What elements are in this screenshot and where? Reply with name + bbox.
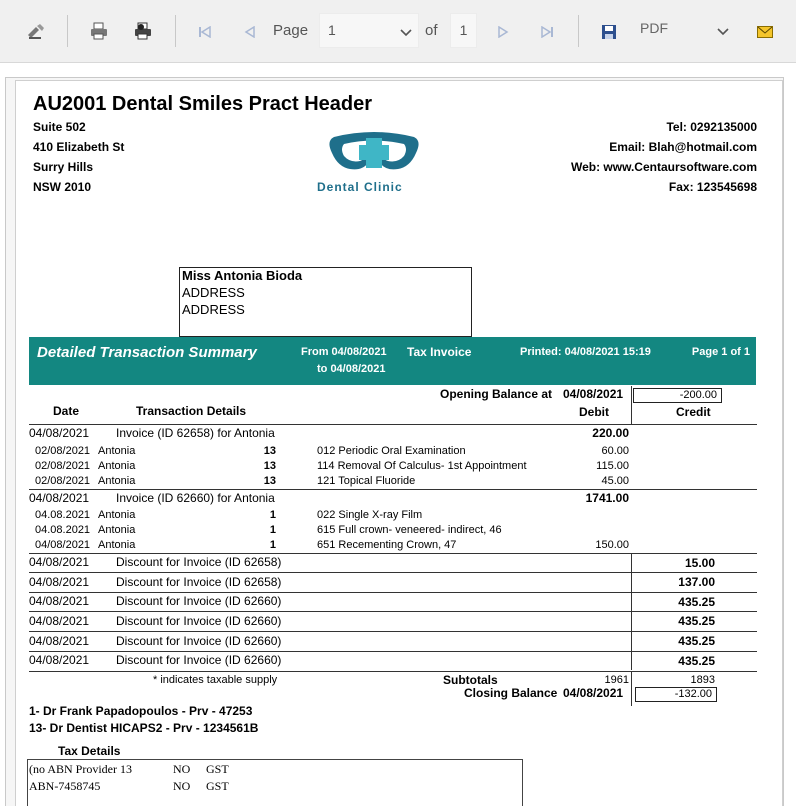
header-date: Date: [53, 404, 80, 418]
item-patient: Antonia: [98, 509, 136, 521]
discount-date: 04/08/2021: [29, 575, 90, 589]
recipient-address-2: ADDRESS: [182, 302, 245, 317]
row-divider: [29, 592, 757, 593]
date-from: From 04/08/2021: [301, 346, 387, 358]
date-to: to 04/08/2021: [317, 363, 386, 375]
toolbar-separator: [67, 15, 68, 47]
item-patient: Antonia: [98, 539, 136, 551]
item-description: 651 Recementing Crown, 47: [317, 539, 457, 551]
item-amount: 150.00: [595, 539, 629, 551]
practice-name: AU2001 Dental Smiles Pract Header: [33, 93, 373, 115]
print-setup-icon[interactable]: [131, 19, 155, 43]
row-divider: [29, 631, 757, 632]
address-line-4: NSW 2010: [33, 180, 92, 194]
practice-fax: Fax: 123545698: [668, 180, 757, 194]
row-divider: [29, 671, 757, 672]
discount-date: 04/08/2021: [29, 614, 90, 628]
discount-date: 04/08/2021: [29, 555, 90, 569]
discount-amount: 435.25: [678, 634, 715, 648]
dental-clinic-logo: [326, 131, 422, 173]
item-patient: Antonia: [98, 445, 136, 457]
tax-row-flag: NO: [173, 762, 191, 776]
discount-amount: 435.25: [678, 595, 715, 609]
printed-timestamp: Printed: 04/08/2021 15:19: [520, 346, 651, 358]
invoice-date: 04/08/2021: [29, 491, 90, 505]
item-description: 022 Single X-ray Film: [317, 509, 423, 521]
taxable-note: * indicates taxable supply: [153, 674, 278, 686]
tax-row-flag: NO: [173, 779, 191, 793]
opening-balance-label: Opening Balance at: [440, 387, 553, 401]
total-pages-value: 1: [450, 13, 477, 48]
header-credit: Credit: [676, 405, 711, 419]
header-debit: Debit: [579, 405, 609, 419]
discount-text: Discount for Invoice (ID 62658): [116, 555, 282, 569]
page-of-pages: Page 1 of 1: [691, 346, 750, 358]
report-title: Detailed Transaction Summary: [37, 344, 257, 361]
item-date: 02/08/2021: [35, 475, 91, 487]
recipient-address-1: ADDRESS: [182, 285, 245, 300]
provider-line-2: 13- Dr Dentist HICAPS2 - Prv - 1234561B: [29, 721, 259, 735]
row-divider: [29, 553, 757, 554]
discount-text: Discount for Invoice (ID 62660): [116, 634, 282, 648]
prev-page-icon[interactable]: [241, 23, 259, 41]
item-description: 615 Full crown- veneered- indirect, 46: [317, 524, 502, 536]
toolbar-separator: [175, 15, 176, 47]
tax-row-label: ABN-7458745: [29, 779, 101, 793]
credit-column-divider: [631, 671, 632, 706]
email-icon[interactable]: [755, 23, 775, 41]
invoice-title: Invoice (ID 62660) for Antonia: [116, 491, 275, 505]
print-icon[interactable]: [87, 19, 111, 43]
next-page-icon[interactable]: [494, 23, 512, 41]
discount-date: 04/08/2021: [29, 653, 90, 667]
item-description: 121 Topical Fluoride: [317, 475, 416, 487]
item-patient: Antonia: [98, 475, 136, 487]
address-line-2: 410 Elizabeth St: [33, 140, 125, 154]
item-amount: 115.00: [596, 460, 629, 472]
recipient-name: Miss Antonia Bioda: [182, 268, 303, 283]
item-amount: 60.00: [601, 445, 629, 457]
settings-icon[interactable]: [24, 21, 48, 43]
row-divider: [29, 572, 757, 573]
invoice-date: 04/08/2021: [29, 426, 90, 440]
item-date: 02/08/2021: [35, 445, 91, 457]
subtotal-credit: 1893: [690, 674, 715, 686]
chevron-down-icon: [400, 24, 412, 40]
page-number-value: 1: [328, 22, 336, 38]
row-divider: [29, 424, 757, 425]
report-page: [15, 80, 783, 806]
provider-line-1: 1- Dr Frank Papadopoulos - Prv - 47253: [29, 704, 253, 718]
discount-amount: 435.25: [678, 614, 715, 628]
opening-balance-date: 04/08/2021: [563, 387, 624, 401]
invoice-total: 220.00: [592, 426, 629, 440]
closing-balance-date: 04/08/2021: [563, 686, 624, 700]
report-toolbar: [0, 0, 796, 63]
row-divider: [29, 611, 757, 612]
item-provider: 13: [263, 475, 276, 487]
practice-email: Email: Blah@hotmail.com: [609, 140, 757, 154]
closing-balance-value: -132.00: [635, 687, 717, 702]
first-page-icon[interactable]: [196, 23, 214, 41]
discount-text: Discount for Invoice (ID 62660): [116, 653, 282, 667]
tax-row-type: GST: [206, 762, 229, 776]
item-provider: 1: [269, 509, 276, 521]
page-number-select[interactable]: [319, 13, 419, 48]
discount-text: Discount for Invoice (ID 62658): [116, 575, 282, 589]
closing-balance-label: Closing Balance: [464, 686, 558, 700]
item-date: 04/08/2021: [35, 539, 91, 551]
last-page-icon[interactable]: [538, 23, 556, 41]
report-banner: [29, 337, 756, 385]
item-date: 04.08.2021: [35, 524, 91, 536]
save-icon[interactable]: [599, 22, 619, 42]
discount-amount: 137.00: [678, 575, 715, 589]
practice-web: Web: www.Centaursoftware.com: [570, 160, 757, 174]
tax-row-type: GST: [206, 779, 229, 793]
header-details: Transaction Details: [136, 404, 247, 418]
opening-balance-value: -200.00: [633, 388, 722, 403]
item-date: 02/08/2021: [35, 460, 91, 472]
invoice-total: 1741.00: [585, 491, 629, 505]
chevron-down-icon: [717, 23, 729, 39]
of-label: of: [425, 22, 438, 39]
subtotal-debit: 1961: [604, 674, 629, 686]
item-patient: Antonia: [98, 460, 136, 472]
item-patient: Antonia: [98, 524, 136, 536]
tax-row-label: (no ABN Provider 13: [29, 762, 132, 776]
address-line-1: Suite 502: [33, 120, 86, 134]
address-line-3: Surry Hills: [33, 160, 94, 174]
tax-details-title: Tax Details: [58, 744, 121, 758]
row-divider: [29, 489, 757, 490]
invoice-title: Invoice (ID 62658) for Antonia: [116, 426, 275, 440]
page-label: Page: [273, 22, 309, 39]
document-type: Tax Invoice: [407, 345, 472, 359]
item-description: 012 Periodic Oral Examination: [317, 445, 466, 457]
credit-column-divider: [631, 386, 632, 424]
logo-text: Dental Clinic: [317, 180, 403, 194]
discount-text: Discount for Invoice (ID 62660): [116, 614, 282, 628]
item-provider: 13: [263, 445, 276, 457]
export-format-select[interactable]: [631, 13, 739, 48]
item-amount: 45.00: [601, 475, 629, 487]
toolbar-separator: [578, 15, 579, 47]
discount-amount: 15.00: [684, 556, 715, 570]
discount-date: 04/08/2021: [29, 634, 90, 648]
item-date: 04.08.2021: [35, 509, 91, 521]
practice-phone: Tel: 0292135000: [666, 120, 757, 134]
export-format-value: PDF: [640, 20, 668, 36]
item-provider: 1: [269, 539, 276, 551]
discount-amount: 435.25: [678, 654, 715, 668]
discount-date: 04/08/2021: [29, 594, 90, 608]
subtotals-label: Subtotals: [443, 673, 498, 687]
item-description: 114 Removal Of Calculus- 1st Appointment: [317, 460, 527, 472]
discount-text: Discount for Invoice (ID 62660): [116, 594, 282, 608]
row-divider: [29, 651, 757, 652]
item-provider: 1: [269, 524, 276, 536]
item-provider: 13: [263, 460, 276, 472]
